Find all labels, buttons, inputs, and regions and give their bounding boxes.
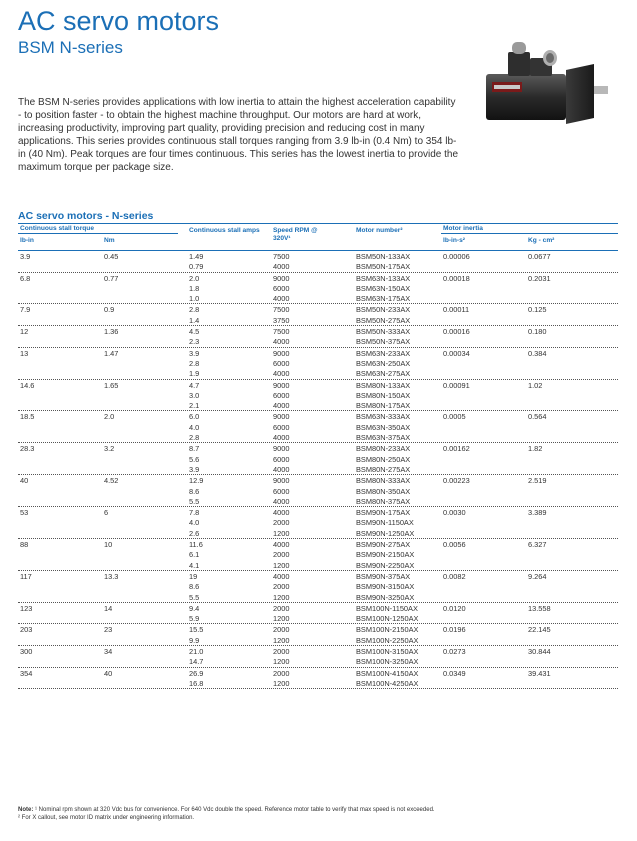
cell-amps: 4.0	[189, 422, 200, 432]
cell-nm: 1.47	[104, 348, 119, 358]
cell-inertia-kg: 1.02	[528, 380, 543, 390]
cell-amps: 7.8	[189, 508, 200, 518]
cell-motor-number: BSM63N-150AX	[356, 283, 411, 293]
cell-amps: 1.9	[189, 369, 200, 379]
cell-nm: 1.36	[104, 327, 119, 337]
cell-amps: 19	[189, 571, 198, 581]
header-inertia-lbin: lb-in-s²	[443, 237, 465, 244]
cell-rpm: 9000	[273, 412, 290, 422]
cell-rpm: 2000	[273, 582, 290, 592]
row-group	[18, 603, 618, 625]
row-group	[18, 251, 618, 273]
cell-amps: 14.7	[189, 657, 204, 667]
table-row	[18, 390, 618, 400]
cell-amps: 21.0	[189, 646, 204, 656]
cell-lbin: 40	[20, 476, 29, 486]
cell-motor-number: BSM80N-275AX	[356, 464, 411, 474]
cell-motor-number: BSM63N-375AX	[356, 433, 411, 443]
cell-lbin: 53	[20, 508, 29, 518]
cell-motor-number: BSM90N-3150AX	[356, 582, 415, 592]
header-group-divider	[18, 233, 178, 234]
table-row	[18, 624, 618, 634]
cell-nm: 4.52	[104, 476, 119, 486]
cell-inertia-lbin: 0.0030	[443, 508, 466, 518]
cell-inertia-kg: 22.145	[528, 625, 551, 635]
table-row	[18, 635, 618, 645]
footnotes	[18, 806, 618, 822]
header-nm: Nm	[104, 237, 115, 244]
cell-amps: 3.9	[189, 464, 200, 474]
table-row	[18, 283, 618, 293]
cell-inertia-kg: 0.2031	[528, 273, 551, 283]
cell-rpm: 4000	[273, 369, 290, 379]
table-row	[18, 539, 618, 549]
cell-rpm: 2000	[273, 646, 290, 656]
cell-rpm: 4000	[273, 294, 290, 304]
cell-motor-number: BSM50N-133AX	[356, 252, 411, 261]
table-row	[18, 668, 618, 678]
table-row	[18, 613, 618, 623]
cell-rpm: 1200	[273, 657, 290, 667]
cell-rpm: 4000	[273, 508, 290, 518]
cell-rpm: 9000	[273, 273, 290, 283]
cell-inertia-lbin: 0.0196	[443, 625, 466, 635]
header-rpm: Speed RPM @ 320V¹	[273, 227, 318, 242]
table-row	[18, 348, 618, 358]
table-row	[18, 560, 618, 570]
cell-amps: 5.5	[189, 592, 200, 602]
cell-lbin: 7.9	[20, 305, 31, 315]
cell-motor-number: BSM50N-175AX	[356, 262, 411, 272]
cell-motor-number: BSM50N-375AX	[356, 337, 411, 347]
cell-inertia-lbin: 0.00091	[443, 380, 470, 390]
cell-amps: 1.0	[189, 294, 200, 304]
table-row	[18, 443, 618, 453]
table-row	[18, 380, 618, 390]
table-row	[18, 358, 618, 368]
row-group	[18, 668, 618, 690]
cell-nm: 0.9	[104, 305, 115, 315]
cell-rpm: 7500	[273, 305, 290, 315]
row-group	[18, 348, 618, 380]
cell-amps: 8.7	[189, 444, 200, 454]
cell-rpm: 2000	[273, 518, 290, 528]
row-group	[18, 646, 618, 668]
cell-amps: 2.6	[189, 528, 200, 538]
table-header	[18, 223, 618, 251]
table-row	[18, 454, 618, 464]
table-row	[18, 656, 618, 666]
cell-amps: 5.9	[189, 614, 200, 624]
cell-rpm: 2000	[273, 603, 290, 613]
cell-inertia-lbin: 0.00006	[443, 252, 470, 261]
table-row	[18, 549, 618, 559]
row-group	[18, 475, 618, 507]
cell-amps: 2.8	[189, 305, 200, 315]
intro-paragraph: The BSM N-series provides applications with low inertia to attain the highest acceleration capability - to position faster - to obtain the highest machine throughput. Our motors are hard at work, increasing productivity, improving part quality, providing precision and reducing cost in many applications. This series provides continuous stall torques ranging from 3.9 lb-in (0.4 Nm) to 354 lb-in (40 Nm). Peak torques are four times continuous. This series has the lowest inertia to provide the maximum torque per package size.	[18, 97, 459, 173]
cell-motor-number: BSM100N-3250AX	[356, 657, 419, 667]
cell-rpm: 6000	[273, 390, 290, 400]
cell-amps: 9.4	[189, 603, 200, 613]
page-title: AC servo motors	[18, 6, 220, 36]
cell-motor-number: BSM50N-233AX	[356, 305, 411, 315]
cell-rpm: 4000	[273, 401, 290, 411]
cell-motor-number: BSM100N-1150AX	[356, 603, 418, 613]
cell-nm: 40	[104, 668, 113, 678]
table-row	[18, 400, 618, 410]
table-row	[18, 475, 618, 485]
table-title: AC servo motors - N-series	[18, 210, 154, 222]
cell-motor-number: BSM50N-275AX	[356, 315, 411, 325]
cell-rpm: 4000	[273, 433, 290, 443]
cell-amps: 8.6	[189, 582, 200, 592]
cell-rpm: 6000	[273, 454, 290, 464]
table-row	[18, 507, 618, 517]
cell-rpm: 2000	[273, 550, 290, 560]
cell-inertia-kg: 2.519	[528, 476, 547, 486]
table-row	[18, 486, 618, 496]
cell-rpm: 9000	[273, 348, 290, 358]
cell-amps: 2.8	[189, 433, 200, 443]
cell-inertia-kg: 0.564	[528, 412, 547, 422]
cell-rpm: 4000	[273, 262, 290, 272]
cell-rpm: 4000	[273, 496, 290, 506]
cell-inertia-kg: 9.264	[528, 571, 547, 581]
table-row	[18, 581, 618, 591]
cell-amps: 12.9	[189, 476, 204, 486]
cell-rpm: 4000	[273, 540, 290, 550]
row-group	[18, 411, 618, 443]
cell-amps: 4.0	[189, 518, 200, 528]
cell-inertia-kg: 13.558	[528, 603, 551, 613]
table-row	[18, 592, 618, 602]
cell-lbin: 354	[20, 668, 33, 678]
table-row	[18, 422, 618, 432]
cell-lbin: 88	[20, 540, 29, 550]
cell-amps: 2.8	[189, 358, 200, 368]
note-label: Note:	[18, 807, 34, 813]
cell-rpm: 1200	[273, 560, 290, 570]
cell-motor-number: BSM90N-1250AX	[356, 528, 415, 538]
cell-amps: 26.9	[189, 668, 204, 678]
row-group	[18, 273, 618, 305]
cell-amps: 11.6	[189, 540, 203, 550]
table-row	[18, 646, 618, 656]
cell-motor-number: BSM80N-333AX	[356, 476, 411, 486]
row-group	[18, 624, 618, 646]
row-group	[18, 304, 618, 326]
cell-inertia-kg: 39.431	[528, 668, 551, 678]
cell-amps: 3.0	[189, 390, 200, 400]
row-group	[18, 380, 618, 412]
cell-motor-number: BSM63N-275AX	[356, 369, 411, 379]
cell-lbin: 3.9	[20, 252, 31, 261]
cell-lbin: 6.8	[20, 273, 31, 283]
cell-amps: 15.5	[189, 625, 204, 635]
cell-inertia-lbin: 0.0120	[443, 603, 466, 613]
cell-lbin: 12	[20, 327, 29, 337]
cell-motor-number: BSM90N-275AX	[356, 540, 411, 550]
cell-motor-number: BSM90N-2250AX	[356, 560, 415, 570]
cell-amps: 5.6	[189, 454, 200, 464]
cell-amps: 1.8	[189, 283, 200, 293]
servo-motor-image	[478, 34, 618, 134]
table-row	[18, 304, 618, 314]
cell-motor-number: BSM80N-175AX	[356, 401, 411, 411]
table-row	[18, 293, 618, 303]
table-row	[18, 251, 618, 261]
cell-motor-number: BSM50N-333AX	[356, 327, 411, 337]
page-subtitle: BSM N-series	[18, 38, 123, 57]
table-row	[18, 273, 618, 283]
header-stall-torque: Continuous stall torque	[20, 225, 94, 232]
cell-amps: 4.7	[189, 380, 200, 390]
cell-amps: 6.0	[189, 412, 200, 422]
cell-inertia-lbin: 0.00011	[443, 305, 470, 315]
cell-amps: 1.4	[189, 315, 200, 325]
cell-rpm: 6000	[273, 486, 290, 496]
cell-rpm: 2000	[273, 625, 290, 635]
header-amps: Continuous stall amps	[189, 227, 260, 234]
cell-amps: 9.9	[189, 635, 200, 645]
cell-motor-number: BSM63N-333AX	[356, 412, 411, 422]
cell-lbin: 28.3	[20, 444, 35, 454]
cell-inertia-kg: 0.0677	[528, 252, 551, 261]
cell-lbin: 300	[20, 646, 33, 656]
cell-amps: 5.5	[189, 496, 200, 506]
table-row	[18, 315, 618, 325]
cell-motor-number: BSM63N-250AX	[356, 358, 411, 368]
cell-motor-number: BSM100N-2150AX	[356, 625, 419, 635]
cell-motor-number: BSM90N-175AX	[356, 508, 411, 518]
cell-rpm: 7500	[273, 252, 290, 261]
cell-motor-number: BSM90N-375AX	[356, 571, 411, 581]
table-row	[18, 517, 618, 527]
cell-amps: 1.49	[189, 252, 204, 261]
cell-nm: 13.3	[104, 571, 119, 581]
cell-nm: 2.0	[104, 412, 115, 422]
cell-nm: 0.45	[104, 252, 119, 261]
table-row	[18, 368, 618, 378]
cell-rpm: 1200	[273, 678, 290, 688]
cell-lbin: 117	[20, 571, 32, 581]
cell-rpm: 9000	[273, 444, 290, 454]
cell-inertia-lbin: 0.0056	[443, 540, 466, 550]
cell-nm: 6	[104, 508, 109, 518]
cell-inertia-lbin: 0.00162	[443, 444, 470, 454]
cell-inertia-lbin: 0.00016	[443, 327, 470, 337]
row-group	[18, 443, 618, 475]
table-row	[18, 678, 618, 688]
cell-motor-number: BSM80N-250AX	[356, 454, 411, 464]
cell-motor-number: BSM90N-1150AX	[356, 518, 414, 528]
cell-rpm: 6000	[273, 422, 290, 432]
footnote-2: ² For X callout, see motor ID matrix under engineering information.	[18, 815, 195, 821]
cell-motor-number: BSM100N-4250AX	[356, 678, 419, 688]
cell-rpm: 1200	[273, 614, 290, 624]
cell-rpm: 3750	[273, 315, 290, 325]
table-row	[18, 528, 618, 538]
cell-lbin: 13	[20, 348, 29, 358]
cell-motor-number: BSM100N-3150AX	[356, 646, 419, 656]
cell-rpm: 7500	[273, 327, 290, 337]
cell-motor-number: BSM90N-3250AX	[356, 592, 415, 602]
cell-motor-number: BSM80N-233AX	[356, 444, 411, 454]
row-group	[18, 571, 618, 603]
cell-inertia-kg: 0.125	[528, 305, 547, 315]
cell-nm: 0.77	[104, 273, 119, 283]
cell-inertia-lbin: 0.00018	[443, 273, 470, 283]
cell-rpm: 6000	[273, 283, 290, 293]
cell-inertia-kg: 3.389	[528, 508, 547, 518]
cell-amps: 8.6	[189, 486, 200, 496]
motor-specs-table	[18, 223, 618, 689]
header-lbin: lb-in	[20, 237, 34, 244]
row-group	[18, 507, 618, 539]
cell-rpm: 1200	[273, 528, 290, 538]
table-row	[18, 464, 618, 474]
cell-inertia-kg: 0.180	[528, 327, 547, 337]
cell-inertia-lbin: 0.00223	[443, 476, 470, 486]
table-body	[18, 251, 618, 689]
cell-motor-number: BSM80N-375AX	[356, 496, 411, 506]
cell-inertia-lbin: 0.0349	[443, 668, 466, 678]
table-row	[18, 603, 618, 613]
cell-amps: 2.3	[189, 337, 200, 347]
cell-motor-number: BSM100N-1250AX	[356, 614, 419, 624]
cell-motor-number: BSM80N-150AX	[356, 390, 411, 400]
cell-nm: 1.65	[104, 380, 119, 390]
cell-rpm: 4000	[273, 464, 290, 474]
cell-inertia-kg: 0.384	[528, 348, 547, 358]
table-row	[18, 261, 618, 271]
header-inertia: Motor inertia	[443, 225, 483, 232]
table-row	[18, 432, 618, 442]
cell-rpm: 6000	[273, 358, 290, 368]
header-group-divider	[441, 233, 618, 234]
cell-motor-number: BSM63N-175AX	[356, 294, 411, 304]
cell-nm: 10	[104, 540, 113, 550]
cell-rpm: 9000	[273, 476, 290, 486]
cell-motor-number: BSM80N-133AX	[356, 380, 411, 390]
header-inertia-kg: Kg - cm²	[528, 237, 555, 244]
cell-motor-number: BSM63N-233AX	[356, 348, 411, 358]
table-row	[18, 571, 618, 581]
cell-amps: 3.9	[189, 348, 200, 358]
row-group	[18, 326, 618, 348]
cell-rpm: 9000	[273, 380, 290, 390]
cell-amps: 4.5	[189, 327, 200, 337]
cell-inertia-kg: 6.327	[528, 540, 547, 550]
cell-inertia-lbin: 0.00034	[443, 348, 470, 358]
table-row	[18, 326, 618, 336]
cell-motor-number: BSM63N-350AX	[356, 422, 411, 432]
cell-rpm: 1200	[273, 635, 290, 645]
cell-inertia-kg: 1.82	[528, 444, 543, 454]
cell-amps: 6.1	[189, 550, 200, 560]
cell-amps: 4.1	[189, 560, 200, 570]
table-row	[18, 496, 618, 506]
cell-amps: 2.0	[189, 273, 200, 283]
cell-inertia-kg: 30.844	[528, 646, 551, 656]
cell-rpm: 4000	[273, 571, 290, 581]
cell-amps: 0.79	[189, 262, 204, 272]
cell-motor-number: BSM100N-4150AX	[356, 668, 419, 678]
cell-rpm: 4000	[273, 337, 290, 347]
cell-lbin: 123	[20, 603, 33, 613]
cell-amps: 2.1	[189, 401, 200, 411]
table-row	[18, 411, 618, 421]
row-group	[18, 539, 618, 571]
cell-rpm: 2000	[273, 668, 290, 678]
footnote-1: ¹ Nominal rpm shown at 320 Vdc bus for convenience. For 640 Vdc double the speed. Reference motor table to verify that max speed is not exceeded.	[35, 807, 435, 813]
cell-nm: 14	[104, 603, 113, 613]
cell-inertia-lbin: 0.0273	[443, 646, 466, 656]
cell-motor-number: BSM63N-133AX	[356, 273, 411, 283]
cell-motor-number: BSM80N-350AX	[356, 486, 411, 496]
header-motor: Motor number²	[356, 227, 403, 234]
cell-lbin: 18.5	[20, 412, 35, 422]
cell-nm: 34	[104, 646, 113, 656]
cell-motor-number: BSM100N-2250AX	[356, 635, 419, 645]
table-row	[18, 336, 618, 346]
cell-lbin: 203	[20, 625, 33, 635]
cell-rpm: 1200	[273, 592, 290, 602]
cell-amps: 16.8	[189, 678, 204, 688]
cell-inertia-lbin: 0.0082	[443, 571, 466, 581]
cell-motor-number: BSM90N-2150AX	[356, 550, 415, 560]
cell-lbin: 14.6	[20, 380, 35, 390]
cell-inertia-lbin: 0.0005	[443, 412, 466, 422]
cell-nm: 23	[104, 625, 113, 635]
cell-nm: 3.2	[104, 444, 115, 454]
